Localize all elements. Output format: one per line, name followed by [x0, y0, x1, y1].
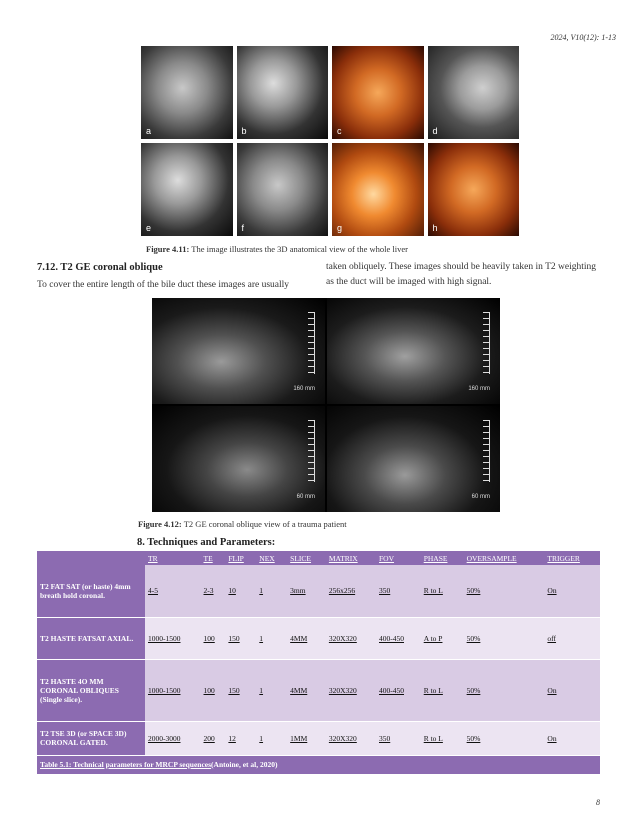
- figure-4-12-image-grid: [152, 298, 500, 512]
- panel-label: a: [146, 126, 152, 136]
- liver-scan-panel-d: [428, 46, 520, 139]
- header-oversample: OVERSAMPLE: [464, 551, 545, 565]
- cell-matrix: 320X320: [326, 617, 376, 659]
- section-heading-8: 8. Techniques and Parameters:: [137, 537, 276, 548]
- panel-label: b: [241, 126, 247, 136]
- scale-label: 60 mm: [296, 494, 315, 500]
- cell-tr: 1000-1500: [145, 659, 201, 721]
- mri-image-top-right: [327, 298, 500, 404]
- header-tr: TR: [145, 551, 201, 565]
- liver-scan-panel-e: [141, 143, 233, 236]
- cell-slice: 4MM: [287, 659, 326, 721]
- scale-ruler: [483, 420, 490, 482]
- header-phase: PHASE: [421, 551, 464, 565]
- cell-oversample: 50%: [464, 617, 545, 659]
- paragraph-right: taken obliquely. These images should be heavily taken in T2 weighting as the duct will be imaged with high signal.: [326, 262, 596, 287]
- sequence-name: T2 HASTE FATSAT AXIAL.: [37, 617, 145, 659]
- cell-nex: 1: [256, 565, 287, 617]
- scale-label: 160 mm: [293, 386, 315, 392]
- figure-4-11-image-grid: [141, 46, 519, 236]
- table-row: [37, 721, 600, 755]
- figure-4-11-caption: [146, 244, 408, 254]
- scale-label: 160 mm: [468, 386, 490, 392]
- cell-te: 100: [201, 617, 226, 659]
- panel-label: c: [337, 126, 342, 136]
- header-nex: NEX: [256, 551, 287, 565]
- cell-flip: 12: [225, 721, 256, 755]
- cell-fov: 400-450: [376, 659, 421, 721]
- caption-label: Figure 4.12:: [138, 519, 182, 529]
- mri-image-top-left: [152, 298, 325, 404]
- scale-ruler: [483, 312, 490, 374]
- table-caption-row: [37, 755, 600, 774]
- table-caption-link[interactable]: Table 5.1: Technical parameters for MRCP sequences: [40, 760, 212, 769]
- cell-slice: 1MM: [287, 721, 326, 755]
- paragraph-left: To cover the entire length of the bile duct these images are usually: [37, 280, 290, 290]
- panel-label: g: [337, 223, 343, 233]
- cell-trigger: On: [544, 659, 600, 721]
- table-row: [37, 565, 600, 617]
- panel-label: h: [432, 223, 438, 233]
- liver-scan-panel-a: [141, 46, 233, 139]
- cell-trigger: On: [544, 721, 600, 755]
- figure-4-12-caption: [138, 519, 347, 529]
- table-caption: [37, 755, 600, 774]
- panel-label: e: [146, 223, 152, 233]
- cell-oversample: 50%: [464, 659, 545, 721]
- cell-phase: R to L: [421, 659, 464, 721]
- header-te: TE: [201, 551, 226, 565]
- cell-fov: 350: [376, 565, 421, 617]
- section-heading-7-12: 7.12. T2 GE coronal oblique: [37, 262, 163, 273]
- cell-trigger: off: [544, 617, 600, 659]
- cell-matrix: 320X320: [326, 659, 376, 721]
- cell-flip: 10: [225, 565, 256, 617]
- scale-ruler: [308, 420, 315, 482]
- cell-nex: 1: [256, 659, 287, 721]
- cell-phase: R to L: [421, 721, 464, 755]
- cell-oversample: 50%: [464, 565, 545, 617]
- caption-label: Figure 4.11:: [146, 244, 190, 254]
- cell-tr: 4-5: [145, 565, 201, 617]
- caption-text: T2 GE coronal oblique view of a trauma patient: [181, 519, 347, 529]
- cell-tr: 2000-3000: [145, 721, 201, 755]
- caption-text: The image illustrates the 3D anatomical view of the whole liver: [189, 244, 408, 254]
- sequence-name: T2 FAT SAT (or haste) 4mm breath hold coronal.: [37, 565, 145, 617]
- liver-scan-panel-g: [332, 143, 424, 236]
- liver-scan-panel-b: [237, 46, 329, 139]
- cell-phase: A to P: [421, 617, 464, 659]
- cell-nex: 1: [256, 617, 287, 659]
- header-flip: FLIP: [225, 551, 256, 565]
- cell-te: 200: [201, 721, 226, 755]
- liver-scan-panel-f: [237, 143, 329, 236]
- mri-image-bottom-left: [152, 406, 325, 512]
- mri-image-bottom-right: [327, 406, 500, 512]
- header-matrix: MATRIX: [326, 551, 376, 565]
- table-row: [37, 659, 600, 721]
- cell-te: 2-3: [201, 565, 226, 617]
- cell-te: 100: [201, 659, 226, 721]
- header-slice: SLICE: [287, 551, 326, 565]
- mrcp-parameters-table: [37, 551, 600, 775]
- cell-oversample: 50%: [464, 721, 545, 755]
- table-caption-citation: (Antoine, et al, 2020): [211, 760, 278, 769]
- cell-slice: 4MM: [287, 617, 326, 659]
- header-trigger: TRIGGER: [544, 551, 600, 565]
- sequence-name: T2 HASTE 4O MM CORONAL OBLIQUES (Single slice).: [37, 659, 145, 721]
- liver-scan-panel-c: [332, 46, 424, 139]
- scale-label: 60 mm: [471, 494, 490, 500]
- cell-matrix: 320X320: [326, 721, 376, 755]
- journal-reference: 2024, V10(12): 1-13: [550, 33, 616, 42]
- cell-tr: 1000-1500: [145, 617, 201, 659]
- table-header-row: [37, 551, 600, 565]
- cell-fov: 350: [376, 721, 421, 755]
- cell-flip: 150: [225, 659, 256, 721]
- scale-ruler: [308, 312, 315, 374]
- cell-matrix: 256x256: [326, 565, 376, 617]
- liver-scan-panel-h: [428, 143, 520, 236]
- cell-trigger: On: [544, 565, 600, 617]
- cell-phase: R to L: [421, 565, 464, 617]
- page-number: 8: [596, 798, 600, 807]
- cell-flip: 150: [225, 617, 256, 659]
- sequence-name: T2 TSE 3D (or SPACE 3D) CORONAL GATED.: [37, 721, 145, 755]
- cell-slice: 3mm: [287, 565, 326, 617]
- cell-fov: 400-450: [376, 617, 421, 659]
- header-fov: FOV: [376, 551, 421, 565]
- cell-nex: 1: [256, 721, 287, 755]
- header-blank: [37, 551, 145, 565]
- panel-label: d: [432, 126, 438, 136]
- table-row: [37, 617, 600, 659]
- panel-label: f: [241, 223, 245, 233]
